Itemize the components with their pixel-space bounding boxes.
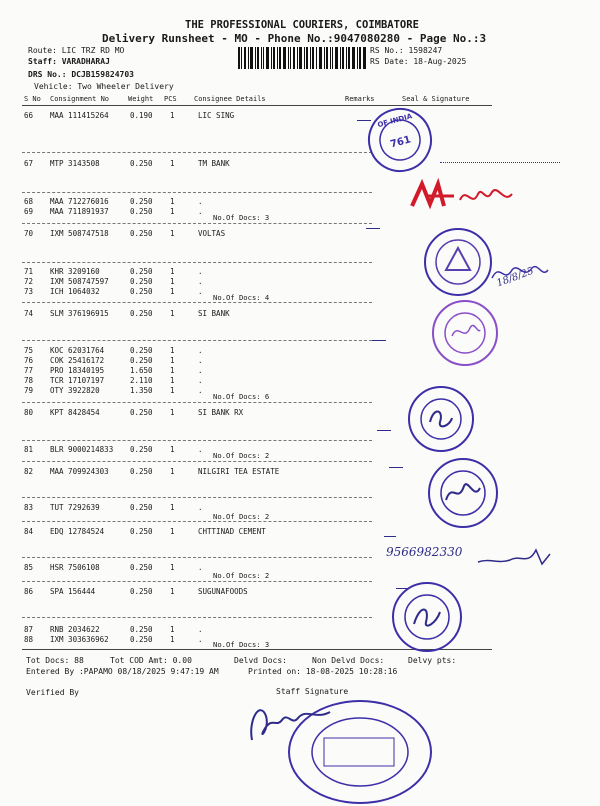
row-weight: 0.250: [130, 503, 153, 512]
row-sno: 81: [24, 445, 34, 454]
row-sno: 70: [24, 229, 34, 238]
nilgiri-stamp-graphic: [430, 460, 496, 526]
row-pcs: 1: [170, 267, 175, 276]
row-weight: 0.250: [130, 267, 153, 276]
tm-bank-stamp-line: [440, 152, 560, 163]
row-sno: 71: [24, 267, 34, 276]
row-pcs: 1: [170, 527, 175, 536]
table-row: [0, 634, 600, 645]
handwritten-date: 18/8/25: [495, 265, 536, 290]
row-sno: 67: [24, 159, 34, 168]
row-weight: 0.250: [130, 197, 153, 206]
row-consignment: MAA 111415264: [50, 111, 109, 120]
entered-by: Entered By :PAPAMO 08/18/2025 9:47:19 AM: [26, 667, 219, 676]
printed-on: Printed on: 18-08-2025 10:28:16: [248, 667, 398, 676]
row-consignee: NILGIRI TEA ESTATE: [198, 467, 280, 476]
row-consignment: ICH 1064032: [50, 287, 100, 296]
row-separator: [22, 223, 372, 224]
voltas-stamp: [424, 228, 492, 296]
runsheet-title: Delivery Runsheet - MO - Phone No.:9047080280 - Page No.:3: [102, 32, 487, 45]
row-consignee: .: [198, 376, 203, 385]
row-consignee: .: [198, 346, 203, 355]
row-weight: 1.650: [130, 366, 153, 375]
table-row: [0, 308, 600, 319]
row-sno: 80: [24, 408, 34, 417]
no-of-docs: No.Of Docs: 2: [213, 451, 270, 460]
row-consignee: .: [198, 386, 203, 395]
tot-docs: Tot Docs: 88: [26, 656, 84, 665]
table-row: [0, 385, 600, 396]
row-separator: [22, 340, 372, 341]
row-consignee: CHTTINAD CEMENT: [198, 527, 266, 536]
tot-cod: Tot COD Amt: 0.00: [110, 656, 192, 665]
row-consignee: .: [198, 197, 203, 206]
col-remarks: Remarks: [345, 95, 375, 103]
row-pcs: 1: [170, 587, 175, 596]
no-of-docs: No.Of Docs: 2: [213, 512, 270, 521]
row-pcs: 1: [170, 229, 175, 238]
row-consignment: OTY 3922820: [50, 386, 100, 395]
non-delvd-docs: Non Delvd Docs:: [312, 656, 385, 665]
row-consignment: KPT 8428454: [50, 408, 100, 417]
row-consignee: TM BANK: [198, 159, 230, 168]
row-consignment: IXM 508747518: [50, 229, 109, 238]
delvd-docs: Delvd Docs:: [234, 656, 287, 665]
row-pcs: 1: [170, 111, 175, 120]
svg-text:761: 761: [389, 134, 413, 151]
row-weight: 0.250: [130, 207, 153, 216]
svg-text:OF INDIA: OF INDIA: [376, 112, 413, 130]
row-consignee: LIC SING: [198, 111, 235, 120]
row-separator: [22, 581, 372, 582]
row-pcs: 1: [170, 159, 175, 168]
row-separator: [22, 302, 372, 303]
row-sno: 78: [24, 376, 34, 385]
row-separator: [22, 440, 372, 441]
route: Route: LIC TRZ RD MO: [28, 46, 125, 55]
no-of-docs: No.Of Docs: 3: [213, 213, 270, 222]
row-weight: 0.190: [130, 111, 153, 120]
row-separator: [22, 617, 372, 618]
row-consignment: MAA 711891937: [50, 207, 109, 216]
table-row: [0, 466, 600, 477]
row-consignment: TUT 7292639: [50, 503, 100, 512]
row-consignment: IXM 508747597: [50, 277, 109, 286]
table-row: [0, 444, 600, 455]
row-sno: 87: [24, 625, 34, 634]
staff-signature-label: Staff Signature: [276, 687, 349, 696]
row-consignment: BLR 9000214833: [50, 445, 114, 454]
row-pcs: 1: [170, 287, 175, 296]
row-weight: 0.250: [130, 408, 153, 417]
row-consignee: .: [198, 635, 203, 644]
col-pcs: PCS: [164, 95, 177, 103]
row-sno: 83: [24, 503, 34, 512]
row-consignment: KOC 62031764: [50, 346, 105, 355]
table-row: [0, 526, 600, 537]
vehicle: Vehicle: Two Wheeler Delivery: [34, 82, 174, 91]
row-consignment: MAA 712276016: [50, 197, 109, 206]
tm-bank-signature: [408, 178, 518, 218]
row-weight: 0.250: [130, 563, 153, 572]
chettinad-signature: [476, 542, 552, 570]
row-consignee: VOLTAS: [198, 229, 226, 238]
rs-number: RS No.: 1598247: [370, 46, 443, 55]
row-weight: 0.250: [130, 635, 153, 644]
row-separator: [22, 152, 372, 153]
row-separator: [22, 402, 372, 403]
row-separator: [22, 192, 372, 193]
row-consignee: .: [198, 207, 203, 216]
row-consignee: SI BANK: [198, 309, 230, 318]
col-weight: Weight: [128, 95, 154, 103]
row-pcs: 1: [170, 445, 175, 454]
row-sno: 68: [24, 197, 34, 206]
row-consignment: TCR 17107197: [50, 376, 105, 385]
row-pcs: 1: [170, 309, 175, 318]
row-pcs: 1: [170, 467, 175, 476]
row-sno: 86: [24, 587, 34, 596]
row-sno: 88: [24, 635, 34, 644]
row-consignment: RNB 2034622: [50, 625, 100, 634]
row-weight: 0.250: [130, 356, 153, 365]
row-consignment: COK 25416172: [50, 356, 105, 365]
row-pcs: 1: [170, 197, 175, 206]
row-weight: 0.250: [130, 445, 153, 454]
row-separator: [22, 557, 372, 558]
remark-mark: [384, 536, 396, 537]
row-sno: 79: [24, 386, 34, 395]
row-consignment: SLM 376196915: [50, 309, 109, 318]
no-of-docs: No.Of Docs: 4: [213, 293, 270, 302]
row-pcs: 1: [170, 625, 175, 634]
row-sno: 73: [24, 287, 34, 296]
handwritten-phone: 9566982330: [386, 545, 463, 559]
staff: Staff: VARADHARAJ: [28, 57, 110, 66]
verified-by: Verified By: [26, 688, 79, 697]
remark-mark: [389, 467, 403, 468]
row-pcs: 1: [170, 376, 175, 385]
suguna-stamp: [392, 582, 462, 652]
row-sno: 72: [24, 277, 34, 286]
row-sno: 85: [24, 563, 34, 572]
row-separator: [22, 461, 372, 462]
row-pcs: 1: [170, 386, 175, 395]
row-consignment: KHR 3209160: [50, 267, 100, 276]
row-weight: 0.250: [130, 346, 153, 355]
row-pcs: 1: [170, 207, 175, 216]
company-title: THE PROFESSIONAL COURIERS, COIMBATORE: [185, 19, 419, 31]
row-pcs: 1: [170, 503, 175, 512]
table-row: [0, 586, 600, 597]
row-separator: [22, 521, 372, 522]
drs-number: DRS No.: DCJB159824703: [28, 70, 134, 79]
row-consignee: .: [198, 356, 203, 365]
si-bank-rx-stamp: [408, 386, 474, 452]
row-consignee: .: [198, 287, 203, 296]
row-consignment: IXM 303636962: [50, 635, 109, 644]
row-pcs: 1: [170, 277, 175, 286]
voltas-stamp-graphic: [426, 230, 490, 294]
row-weight: 0.250: [130, 309, 153, 318]
rs-date: RS Date: 18-Aug-2025: [370, 57, 467, 66]
col-consignee: Consignee Details: [194, 95, 266, 103]
row-weight: 0.250: [130, 467, 153, 476]
col-consignment: Consignment No: [50, 95, 110, 103]
nilgiri-stamp: [428, 458, 498, 528]
remark-mark: [372, 340, 386, 341]
row-weight: 0.250: [130, 159, 153, 168]
row-separator: [22, 262, 372, 263]
col-seal: Seal & Signature: [402, 95, 470, 103]
row-separator: [22, 497, 372, 498]
row-consignment: MAA 709924303: [50, 467, 109, 476]
row-sno: 69: [24, 207, 34, 216]
row-pcs: 1: [170, 356, 175, 365]
delvy-pts: Delvy pts:: [408, 656, 457, 665]
row-sno: 75: [24, 346, 34, 355]
row-sno: 77: [24, 366, 34, 375]
row-consignee: .: [198, 563, 203, 572]
row-consignment: HSR 7506108: [50, 563, 100, 572]
row-consignee: SUGUNAFOODS: [198, 587, 248, 596]
row-consignee: .: [198, 366, 203, 375]
table-row: [0, 228, 600, 239]
row-weight: 1.350: [130, 386, 153, 395]
column-headers: [0, 94, 600, 105]
row-consignee: .: [198, 267, 203, 276]
remark-mark: [377, 430, 391, 431]
row-sno: 82: [24, 467, 34, 476]
row-consignee: .: [198, 277, 203, 286]
row-sno: 74: [24, 309, 34, 318]
row-consignment: SPA 156444: [50, 587, 96, 596]
row-weight: 0.250: [130, 625, 153, 634]
row-weight: 0.250: [130, 277, 153, 286]
row-pcs: 1: [170, 563, 175, 572]
row-consignee: .: [198, 445, 203, 454]
remark-mark: [366, 228, 380, 229]
row-consignee: SI BANK RX: [198, 408, 244, 417]
si-bank-stamp-graphic: [434, 302, 496, 364]
row-pcs: 1: [170, 366, 175, 375]
row-consignment: EDQ 12784524: [50, 527, 105, 536]
row-pcs: 1: [170, 635, 175, 644]
table-row: [0, 502, 600, 513]
row-sno: 76: [24, 356, 34, 365]
row-sno: 66: [24, 111, 34, 120]
row-pcs: 1: [170, 408, 175, 417]
no-of-docs: No.Of Docs: 6: [213, 392, 270, 401]
col-sno: S No: [24, 95, 41, 103]
si-bank-rx-stamp-graphic: [410, 388, 472, 450]
row-weight: 0.250: [130, 287, 153, 296]
row-consignee: .: [198, 625, 203, 634]
row-consignee: .: [198, 503, 203, 512]
row-pcs: 1: [170, 346, 175, 355]
row-sno: 84: [24, 527, 34, 536]
row-weight: 0.250: [130, 229, 153, 238]
table-row: [0, 407, 600, 418]
row-weight: 0.250: [130, 527, 153, 536]
barcode: [238, 47, 366, 69]
staff-signature: [246, 690, 336, 750]
suguna-stamp-graphic: [394, 584, 460, 650]
no-of-docs: No.Of Docs: 2: [213, 571, 270, 580]
row-weight: 0.250: [130, 587, 153, 596]
row-consignment: PRO 18340195: [50, 366, 105, 375]
no-of-docs: No.Of Docs: 3: [213, 640, 270, 649]
si-bank-stamp: [432, 300, 498, 366]
row-consignment: MTP 3143508: [50, 159, 100, 168]
table-row: [0, 110, 600, 121]
row-weight: 2.110: [130, 376, 153, 385]
